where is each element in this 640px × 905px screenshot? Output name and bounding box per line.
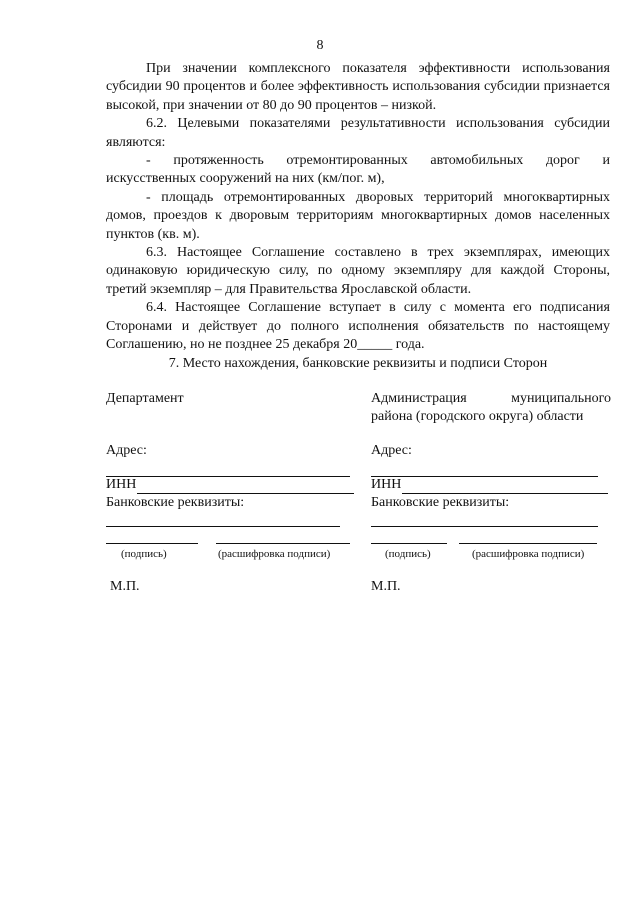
agreement-body-text bbox=[106, 60, 610, 355]
bullet-word: протяженность bbox=[173, 153, 264, 169]
left-decoding-line[interactable] bbox=[216, 543, 350, 544]
paragraph-6-2: 6.2. Целевыми показателями результативности использования субсидии являются: bbox=[106, 116, 610, 150]
paragraph-6-3: 6.3. Настоящее Соглашение составлено в трех экземплярах, имеющих одинаковую юридическую силу, по одному экземпляру для каждой Стороны, третий экземпляр – для Правительства Ярославской области. bbox=[106, 245, 610, 297]
bullet-word: и bbox=[602, 153, 610, 169]
right-address-label: Адрес: bbox=[371, 443, 412, 458]
right-party-block bbox=[371, 390, 611, 610]
left-decoding-caption: (расшифровка подписи) bbox=[218, 548, 331, 560]
bullet-word: отремонтированных bbox=[286, 153, 408, 169]
section-heading: 7. Место нахождения, банковские реквизиты и подписи Сторон bbox=[168, 356, 548, 371]
bullet-word: - bbox=[146, 153, 151, 169]
right-party-name: Администрация муниципального района (городского округа) области bbox=[371, 391, 611, 425]
right-bank-line[interactable] bbox=[371, 526, 598, 527]
bullet-word: дорог bbox=[545, 153, 580, 169]
bullet-yard-area: - площадь отремонтированных дворовых территорий многоквартирных домов, проездов к дворовым территориям многоквартирных домов населенных пунктов (кв. м). bbox=[106, 189, 610, 242]
right-decoding-caption: (расшифровка подписи) bbox=[472, 548, 585, 560]
left-party-block bbox=[106, 390, 358, 610]
right-inn-field[interactable] bbox=[402, 478, 608, 494]
left-bank-label: Банковские реквизиты: bbox=[106, 495, 245, 510]
bullet-word: автомобильных bbox=[430, 153, 524, 169]
right-bank-label: Банковские реквизиты: bbox=[371, 495, 510, 510]
right-signature-line[interactable] bbox=[371, 543, 447, 544]
bullet-road-length-continuation: искусственных сооружений на них (км/пог. м), bbox=[106, 171, 385, 187]
right-stamp-label: М.П. bbox=[371, 579, 401, 594]
paragraph-efficiency-assessment: При значении комплексного показателя эффективности использования субсидии 90 процентов и более эффективность использования субсидии признается высокой, при значении от 80 до 90 процентов – низкой. bbox=[106, 61, 610, 113]
right-signature-caption: (подпись) bbox=[385, 548, 431, 560]
right-inn-label: ИНН bbox=[371, 477, 402, 492]
bullet-road-length bbox=[106, 152, 610, 170]
right-decoding-line[interactable] bbox=[459, 543, 597, 544]
left-party-name: Департамент bbox=[106, 391, 184, 406]
left-stamp-label: М.П. bbox=[110, 579, 140, 594]
left-signature-caption: (подпись) bbox=[121, 548, 167, 560]
left-inn-label: ИНН bbox=[106, 477, 137, 492]
left-inn-row bbox=[106, 476, 354, 494]
left-address-label: Адрес: bbox=[106, 443, 147, 458]
left-signature-line[interactable] bbox=[106, 543, 198, 544]
page-number: 8 bbox=[316, 38, 324, 53]
left-inn-field[interactable] bbox=[137, 478, 354, 494]
paragraph-6-4: 6.4. Настоящее Соглашение вступает в силу с момента его подписания Сторонами и действует до полного исполнения обязательств по настоящему Соглашению, но не позднее 25 декабря 20_____ года. bbox=[106, 300, 610, 353]
right-inn-row bbox=[371, 476, 608, 494]
left-bank-line[interactable] bbox=[106, 526, 340, 527]
